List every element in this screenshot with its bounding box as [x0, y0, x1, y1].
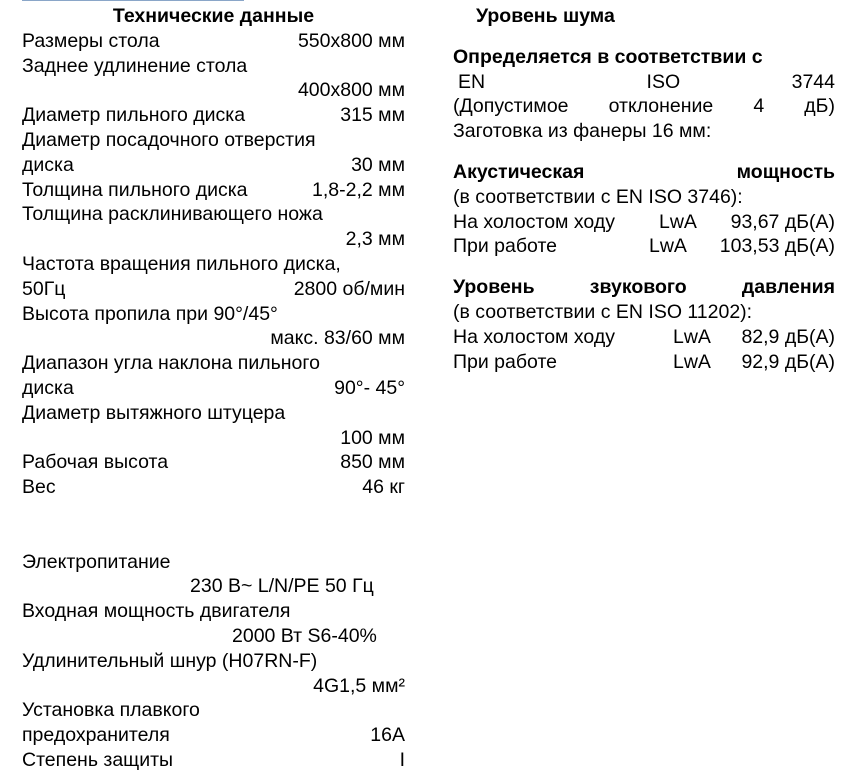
spec-label: Удлинительный шнур (H07RN-F): [22, 649, 318, 672]
spec-value: 2,3 мм: [345, 228, 405, 251]
spec-bore: [22, 153, 405, 178]
heading-word: Уровень: [453, 276, 535, 299]
heading-word: звукового: [589, 276, 687, 299]
pressure-standard: (в соответствии с EN ISO 11202):: [453, 300, 753, 323]
spec-value: 30 мм: [351, 153, 405, 176]
value-label: 82,9 дБ(A): [741, 325, 835, 348]
spec-label: Заднее удлинение стола: [22, 54, 248, 77]
spec-label: диска: [22, 376, 74, 399]
value-label: 92,9 дБ(A): [741, 350, 835, 373]
spec-value: 46 кг: [362, 476, 405, 499]
spec-value: 230 В~ L/N/PE 50 Гц: [190, 575, 374, 598]
heading-word: мощность: [736, 160, 835, 183]
spec-table-size: [22, 29, 405, 54]
spec-label: Толщина пильного диска: [22, 178, 248, 201]
spec-label: Толщина расклинивающего ножа: [22, 203, 323, 226]
spec-value: 550x800 мм: [297, 29, 405, 52]
acoustic-standard: (в соответствии с EN ISO 3746):: [453, 185, 743, 208]
spec-fuse: [22, 723, 405, 748]
spec-label: предохранителя: [22, 724, 170, 747]
value-label: 93,67 дБ(A): [730, 210, 835, 233]
spec-value: I: [399, 748, 405, 771]
spec-label: Диапазон угла наклона пильного: [22, 352, 320, 375]
unit-label: LwA: [673, 350, 711, 373]
spacer: [453, 29, 835, 45]
spec-label: Электропитание: [22, 550, 171, 573]
spec-value: 4G1,5 мм²: [313, 674, 405, 697]
spec-value: 2000 Вт S6-40%: [232, 624, 377, 647]
spec-label: Высота пропила при 90°/45°: [22, 302, 278, 325]
workpiece-note: Заготовка из фанеры 16 мм:: [453, 120, 712, 143]
spec-tilt: [22, 376, 405, 401]
tolerance-part: 4: [753, 95, 765, 118]
standard-part: 3744: [791, 70, 835, 93]
spec-weight: [22, 475, 405, 500]
spacer: [22, 500, 405, 525]
unit-label: LwA: [673, 325, 711, 348]
spec-label: Диаметр вытяжного штуцера: [22, 401, 286, 424]
tolerance-part: отклонение: [608, 95, 714, 118]
value-label: 103,53 дБ(A): [719, 235, 835, 258]
spacer: [453, 259, 835, 275]
acoustic-idle-row: [453, 210, 835, 235]
sound-pressure-heading: [453, 275, 835, 300]
spec-value: 400x800 мм: [297, 79, 405, 102]
spec-label: диска: [22, 153, 74, 176]
spacer: [22, 525, 405, 550]
spec-label: Степень защиты: [22, 748, 174, 771]
spec-blade-thickness: [22, 178, 405, 203]
heading-word: Акустическая: [453, 160, 585, 183]
spec-blade-diameter: [22, 103, 405, 128]
spec-speed: [22, 277, 405, 302]
mode-label: На холостом ходу: [453, 210, 615, 233]
heading-word: давления: [741, 276, 835, 299]
noise-level-column: [453, 4, 835, 374]
mode-label: При работе: [453, 350, 558, 373]
spec-protection: [22, 748, 405, 773]
unit-label: LwA: [659, 210, 697, 233]
noise-level-title: Уровень шума: [476, 5, 615, 27]
tolerance-part: (Допустимое: [453, 95, 569, 118]
acoustic-power-heading: [453, 160, 835, 185]
spec-value: 2800 об/мин: [293, 277, 405, 300]
spec-label: Диаметр посадочного отверстия: [22, 128, 316, 151]
spec-label: 50Гц: [22, 277, 66, 300]
top-rule: [22, 0, 244, 1]
tolerance-line: [453, 94, 835, 119]
spec-label: Размеры стола: [22, 29, 160, 52]
spec-label: Частота вращения пильного диска,: [22, 252, 341, 275]
spec-value: 315 мм: [340, 104, 405, 127]
spec-label: Рабочая высота: [22, 451, 169, 474]
determination-heading: [453, 45, 835, 70]
spec-value: 90°- 45°: [334, 376, 405, 399]
spec-value: 850 мм: [340, 451, 405, 474]
spec-value: 16A: [370, 724, 405, 747]
heading-text: Определяется в соответствии с: [453, 45, 763, 68]
standard-part: ISO: [646, 70, 681, 93]
spec-label: Установка плавкого: [22, 699, 200, 722]
acoustic-load-row: [453, 234, 835, 259]
unit-label: LwA: [649, 235, 687, 258]
pressure-load-row: [453, 350, 835, 375]
spacer: [453, 144, 835, 160]
spec-label: Вес: [22, 476, 56, 499]
standard-line: [453, 70, 835, 95]
spec-label: Входная мощность двигателя: [22, 600, 291, 623]
spec-value: 1,8-2,2 мм: [312, 178, 405, 201]
standard-part: EN: [458, 70, 486, 93]
spec-label: Диаметр пильного диска: [22, 104, 246, 127]
technical-data-title: Технические данные: [112, 5, 315, 27]
spec-work-height: [22, 450, 405, 475]
tolerance-part: дБ): [804, 95, 835, 118]
technical-data-column: [22, 4, 405, 773]
mode-label: При работе: [453, 235, 558, 258]
pressure-idle-row: [453, 325, 835, 350]
spec-value: макс. 83/60 мм: [270, 327, 405, 350]
mode-label: На холостом ходу: [453, 325, 615, 348]
spec-value: 100 мм: [340, 426, 405, 449]
